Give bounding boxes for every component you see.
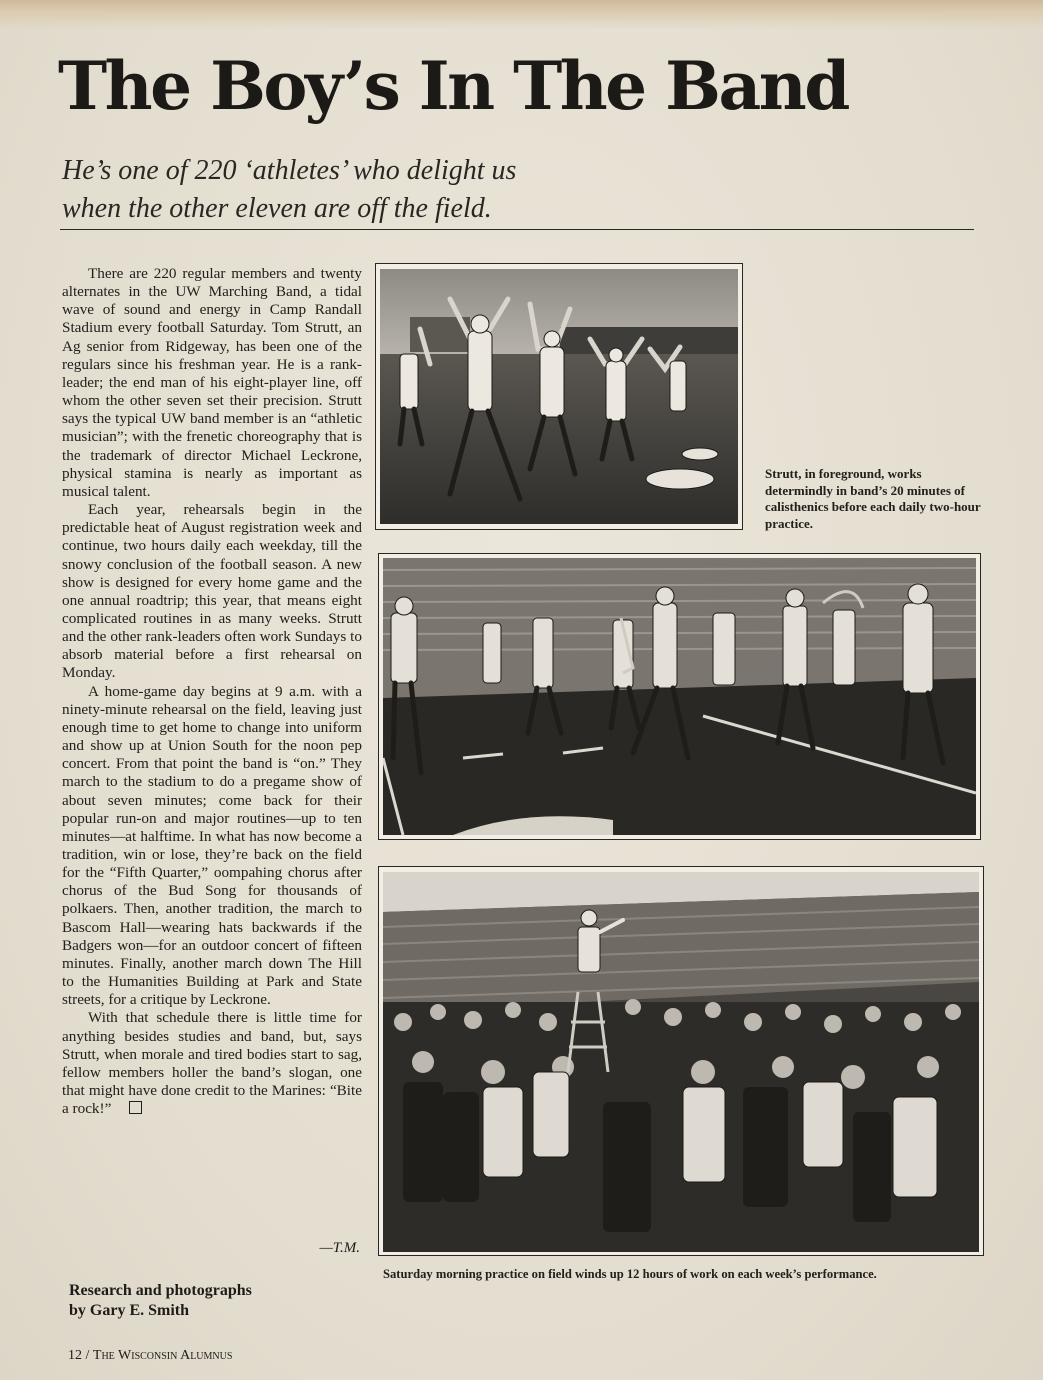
photo-marching-rehearsal xyxy=(378,553,981,840)
photo-stadium-practice xyxy=(378,866,984,1256)
photo-marching-rehearsal-image xyxy=(383,558,976,835)
article-paragraph: A home-game day begins at 9 a.m. with a ninety-minute rehearsal on the field, leaving just enough time to get home to change into uniform and show up at Union South for the noon pep concert. From that point the band is “on.” They march to the stadium to do a pregame show of about seven minutes; come back for their popular run-on and major routines—up to ten minutes—at halftime. In what has now become a tradition, win or lose, they’re back on the field for the “Fifth Quarter,” oompahing chorus after chorus of the Bud Song for thousands of polkaers. Then, another tradition, the march to Bascom Hall—wearing hats backwards if the Badgers won—for an outdoor concert of fifteen minutes. Finally, another march down The Hill to the Humanities Building at Park and State streets, for a critique by Leckrone. xyxy=(62,682,362,1009)
photo-credit xyxy=(69,1281,309,1321)
subtitle-line: when the other eleven are off the field. xyxy=(62,193,492,224)
page-footer xyxy=(68,1348,232,1364)
credit-line: by Gary E. Smith xyxy=(69,1302,190,1319)
photo-stadium-practice-image xyxy=(383,872,979,1252)
article-paragraph: There are 220 regular members and twenty alternates in the UW Marching Band, a tidal wave of sound and energy in Camp Randall Stadium every football Saturday. Tom Strutt, an Ag senior from Ridgeway, has been one of the regulars since his freshman year. He is a rank-leader; the end man of his eight-player line, off whom the other seven set their precision. Strutt says the typical UW band member is an “athletic musician”; with the frenetic choreography that is the trademark of director Michael Leckrone, physical stamina is nearly as important as musical talent. xyxy=(62,265,362,500)
article-paragraph: With that schedule there is little time for anything besides studies and band, but, says Strutt, when morale and tired bodies start to sag, fellow members holler the band’s slogan, one that might have done credit to the Marines: “Bite a rock!” xyxy=(62,1009,362,1118)
header-divider xyxy=(60,229,974,230)
end-mark-icon xyxy=(129,1101,142,1114)
publication-name: The Wisconsin Alumnus xyxy=(92,1348,233,1363)
photo-stadium-practice-caption: Saturday morning practice on field winds up 12 hours of work on each week’s performance. xyxy=(383,1267,877,1281)
credit-line: Research and photographs xyxy=(69,1282,252,1299)
article-paragraph-final xyxy=(62,1009,362,1118)
article-paragraph: Each year, rehearsals begin in the predictable heat of August registration week and continue, two hours daily each weekday, till the snowy conclusion of the football season. A new show is designed for every home game and the one annual roadtrip; this year, that means eight complicated routines in as many weeks. Strutt and the other rank-leaders often work Sundays to absorb material before a first rehearsal on Monday. xyxy=(62,501,362,682)
article-title: The Boy’s In The Band xyxy=(58,47,848,125)
subtitle-line: He’s one of 220 ‘athletes’ who delight us xyxy=(62,155,517,186)
photo-calisthenics-caption: Strutt, in foreground, works determindly in band’s 20 minutes of calisthenics before each daily two-hour practice. xyxy=(765,466,981,531)
photo-calisthenics xyxy=(375,263,743,530)
photo-calisthenics-image xyxy=(380,269,738,524)
author-initials: —T.M. xyxy=(319,1240,360,1256)
page-number: 12 / xyxy=(68,1348,90,1363)
article-body xyxy=(62,265,362,1118)
paper-stain xyxy=(0,0,1043,30)
article-subtitle xyxy=(62,152,682,228)
